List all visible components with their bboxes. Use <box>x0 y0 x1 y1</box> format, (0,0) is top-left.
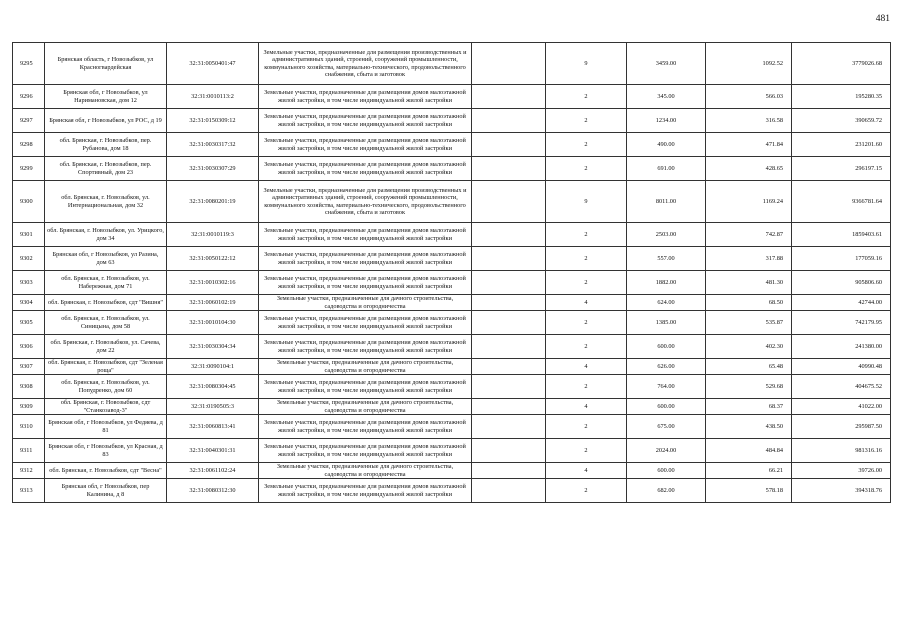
blank-cell <box>472 85 546 109</box>
address-cell: Брянская обл, г Новозыбков, ул Наримановская, дом 12 <box>45 85 167 109</box>
cadastral-value-cell: 296197.15 <box>792 157 891 181</box>
unit-value-cell: 481.30 <box>706 271 792 295</box>
row-number: 9309 <box>13 399 45 415</box>
cadastral-value-cell: 41022.00 <box>792 399 891 415</box>
table-row <box>13 43 891 85</box>
address-cell: обл. Брянская, г. Новозыбков, ул. Попудренко, дом 60 <box>45 375 167 399</box>
land-use-cell: Земельные участки, предназначенные для размещения домов малоэтажной жилой застройки, в том числе индивидуальной жилой застройки <box>259 479 472 503</box>
area-cell: 624.00 <box>627 295 706 311</box>
group-code-cell: 4 <box>546 359 627 375</box>
unit-value-cell: 402.30 <box>706 335 792 359</box>
unit-value-cell: 484.84 <box>706 439 792 463</box>
area-cell: 675.00 <box>627 415 706 439</box>
area-cell: 600.00 <box>627 399 706 415</box>
group-code-cell: 2 <box>546 415 627 439</box>
cadastral-value-cell: 1859403.61 <box>792 223 891 247</box>
cadastral-number-cell: 32:31:0190505:3 <box>167 399 259 415</box>
area-cell: 1234.00 <box>627 109 706 133</box>
table-row <box>13 109 891 133</box>
table-row <box>13 415 891 439</box>
blank-cell <box>472 223 546 247</box>
blank-cell <box>472 157 546 181</box>
unit-value-cell: 68.37 <box>706 399 792 415</box>
row-number: 9306 <box>13 335 45 359</box>
group-code-cell: 9 <box>546 181 627 223</box>
cadastral-value-cell: 39726.00 <box>792 463 891 479</box>
group-code-cell: 2 <box>546 85 627 109</box>
address-cell: обл. Брянская, г. Новозыбков, ул. Интернациональная, дом 32 <box>45 181 167 223</box>
land-use-cell: Земельные участки, предназначенные для размещения домов малоэтажной жилой застройки, в том числе индивидуальной жилой застройки <box>259 439 472 463</box>
table-row <box>13 295 891 311</box>
row-number: 9304 <box>13 295 45 311</box>
row-number: 9313 <box>13 479 45 503</box>
blank-cell <box>472 439 546 463</box>
area-cell: 682.00 <box>627 479 706 503</box>
cadastral-number-cell: 32:31:0080304:45 <box>167 375 259 399</box>
cadastral-number-cell: 32:31:0090104:1 <box>167 359 259 375</box>
table-row <box>13 399 891 415</box>
row-number: 9300 <box>13 181 45 223</box>
address-cell: обл. Брянская, г. Новозыбков, пер. Рубанова, дом 18 <box>45 133 167 157</box>
cadastral-value-cell: 905806.60 <box>792 271 891 295</box>
area-cell: 2024.00 <box>627 439 706 463</box>
table-row <box>13 133 891 157</box>
area-cell: 764.00 <box>627 375 706 399</box>
cadastral-value-table <box>12 42 891 503</box>
group-code-cell: 2 <box>546 109 627 133</box>
area-cell: 691.00 <box>627 157 706 181</box>
group-code-cell: 2 <box>546 479 627 503</box>
group-code-cell: 2 <box>546 439 627 463</box>
group-code-cell: 4 <box>546 295 627 311</box>
land-use-cell: Земельные участки, предназначенные для размещения домов малоэтажной жилой застройки, в том числе индивидуальной жилой застройки <box>259 133 472 157</box>
unit-value-cell: 317.88 <box>706 247 792 271</box>
group-code-cell: 2 <box>546 335 627 359</box>
address-cell: обл. Брянская, г. Новозыбков, сдт "Станкозавод-3" <box>45 399 167 415</box>
table-row <box>13 335 891 359</box>
land-use-cell: Земельные участки, предназначенные для дачного строительства, садоводства и огородничества <box>259 359 472 375</box>
area-cell: 1882.00 <box>627 271 706 295</box>
land-use-cell: Земельные участки, предназначенные для размещения домов малоэтажной жилой застройки, в том числе индивидуальной жилой застройки <box>259 415 472 439</box>
row-number: 9298 <box>13 133 45 157</box>
area-cell: 600.00 <box>627 335 706 359</box>
land-use-cell: Земельные участки, предназначенные для дачного строительства, садоводства и огородничества <box>259 463 472 479</box>
blank-cell <box>472 399 546 415</box>
row-number: 9296 <box>13 85 45 109</box>
row-number: 9312 <box>13 463 45 479</box>
row-number: 9302 <box>13 247 45 271</box>
row-number: 9297 <box>13 109 45 133</box>
area-cell: 490.00 <box>627 133 706 157</box>
address-cell: обл. Брянская, г. Новозыбков, ул. Урицкого, дом 34 <box>45 223 167 247</box>
cadastral-number-cell: 32:31:0030317:32 <box>167 133 259 157</box>
land-use-cell: Земельные участки, предназначенные для размещения домов малоэтажной жилой застройки, в том числе индивидуальной жилой застройки <box>259 223 472 247</box>
blank-cell <box>472 133 546 157</box>
unit-value-cell: 566.03 <box>706 85 792 109</box>
group-code-cell: 4 <box>546 399 627 415</box>
blank-cell <box>472 43 546 85</box>
cadastral-number-cell: 32:31:0060813:41 <box>167 415 259 439</box>
row-number: 9301 <box>13 223 45 247</box>
unit-value-cell: 1169.24 <box>706 181 792 223</box>
address-cell: Брянская обл, г Новозыбков, ул Разина, дом 63 <box>45 247 167 271</box>
row-number: 9308 <box>13 375 45 399</box>
land-use-cell: Земельные участки, предназначенные для размещения домов малоэтажной жилой застройки, в том числе индивидуальной жилой застройки <box>259 311 472 335</box>
group-code-cell: 2 <box>546 271 627 295</box>
address-cell: обл. Брянская, г. Новозыбков, сдт "Зеленая роща" <box>45 359 167 375</box>
cadastral-value-cell: 231201.60 <box>792 133 891 157</box>
blank-cell <box>472 311 546 335</box>
table-row <box>13 271 891 295</box>
blank-cell <box>472 109 546 133</box>
blank-cell <box>472 247 546 271</box>
area-cell: 345.00 <box>627 85 706 109</box>
cadastral-value-cell: 742179.95 <box>792 311 891 335</box>
land-use-cell: Земельные участки, предназначенные для размещения домов малоэтажной жилой застройки, в том числе индивидуальной жилой застройки <box>259 375 472 399</box>
address-cell: обл. Брянская, г. Новозыбков, ул. Набережная, дом 71 <box>45 271 167 295</box>
cadastral-value-cell: 40990.48 <box>792 359 891 375</box>
unit-value-cell: 742.87 <box>706 223 792 247</box>
land-use-cell: Земельные участки, предназначенные для дачного строительства, садоводства и огородничества <box>259 399 472 415</box>
blank-cell <box>472 335 546 359</box>
area-cell: 626.00 <box>627 359 706 375</box>
cadastral-number-cell: 32:31:0030307:29 <box>167 157 259 181</box>
cadastral-number-cell: 32:31:0050122:12 <box>167 247 259 271</box>
unit-value-cell: 316.58 <box>706 109 792 133</box>
area-cell: 557.00 <box>627 247 706 271</box>
area-cell: 8011.00 <box>627 181 706 223</box>
address-cell: обл. Брянская, г. Новозыбков, сдт "Весна" <box>45 463 167 479</box>
unit-value-cell: 68.50 <box>706 295 792 311</box>
area-cell: 1385.00 <box>627 311 706 335</box>
cadastral-value-cell: 177059.16 <box>792 247 891 271</box>
table-row <box>13 181 891 223</box>
row-number: 9299 <box>13 157 45 181</box>
row-number: 9303 <box>13 271 45 295</box>
address-cell: обл. Брянская, г. Новозыбков, сдт "Вишня" <box>45 295 167 311</box>
unit-value-cell: 578.18 <box>706 479 792 503</box>
cadastral-number-cell: 32:31:0010104:30 <box>167 311 259 335</box>
cadastral-value-cell: 981316.16 <box>792 439 891 463</box>
cadastral-number-cell: 32:31:0150309:12 <box>167 109 259 133</box>
address-cell: обл. Брянская, г. Новозыбков, пер. Спортивный, дом 23 <box>45 157 167 181</box>
area-cell: 3459.00 <box>627 43 706 85</box>
cadastral-value-cell: 404675.52 <box>792 375 891 399</box>
area-cell: 600.00 <box>627 463 706 479</box>
cadastral-number-cell: 32:31:0010302:16 <box>167 271 259 295</box>
group-code-cell: 9 <box>546 43 627 85</box>
row-number: 9307 <box>13 359 45 375</box>
unit-value-cell: 535.87 <box>706 311 792 335</box>
address-cell: Брянская область, г Новозыбков, ул Красногвардейская <box>45 43 167 85</box>
cadastral-number-cell: 32:31:0010119:3 <box>167 223 259 247</box>
blank-cell <box>472 463 546 479</box>
group-code-cell: 2 <box>546 375 627 399</box>
row-number: 9311 <box>13 439 45 463</box>
cadastral-value-cell: 195280.35 <box>792 85 891 109</box>
unit-value-cell: 66.21 <box>706 463 792 479</box>
address-cell: Брянская обл, г Новозыбков, ул РОС, д 19 <box>45 109 167 133</box>
land-use-cell: Земельные участки, предназначенные для дачного строительства, садоводства и огородничества <box>259 295 472 311</box>
cadastral-value-cell: 42744.00 <box>792 295 891 311</box>
blank-cell <box>472 295 546 311</box>
group-code-cell: 2 <box>546 133 627 157</box>
group-code-cell: 2 <box>546 223 627 247</box>
address-cell: обл. Брянская, г. Новозыбков, ул. Синицына, дом 58 <box>45 311 167 335</box>
cadastral-number-cell: 32:31:0030304:34 <box>167 335 259 359</box>
cadastral-number-cell: 32:31:0080312:30 <box>167 479 259 503</box>
unit-value-cell: 471.84 <box>706 133 792 157</box>
table-row <box>13 223 891 247</box>
land-use-cell: Земельные участки, предназначенные для размещения домов малоэтажной жилой застройки, в том числе индивидуальной жилой застройки <box>259 85 472 109</box>
cadastral-value-cell: 3779026.68 <box>792 43 891 85</box>
blank-cell <box>472 479 546 503</box>
cadastral-number-cell: 32:31:0050401:47 <box>167 43 259 85</box>
group-code-cell: 2 <box>546 311 627 335</box>
land-use-cell: Земельные участки, предназначенные для размещения производственных и административных зданий, строений, сооружений промышленности, коммунального хозяйства, материально-технического, продовольственного снабжения, сбыта и заготовок <box>259 181 472 223</box>
table-row <box>13 439 891 463</box>
blank-cell <box>472 271 546 295</box>
group-code-cell: 2 <box>546 157 627 181</box>
unit-value-cell: 438.50 <box>706 415 792 439</box>
address-cell: обл. Брянская, г. Новозыбков, ул. Сачева, дом 22 <box>45 335 167 359</box>
land-use-cell: Земельные участки, предназначенные для размещения домов малоэтажной жилой застройки, в том числе индивидуальной жилой застройки <box>259 335 472 359</box>
cadastral-number-cell: 32:31:0040301:31 <box>167 439 259 463</box>
table-row <box>13 463 891 479</box>
address-cell: Брянская обл, г Новозыбков, пер Калинина, д 8 <box>45 479 167 503</box>
table-row <box>13 311 891 335</box>
table-row <box>13 359 891 375</box>
cadastral-value-cell: 390659.72 <box>792 109 891 133</box>
cadastral-value-cell: 394318.76 <box>792 479 891 503</box>
unit-value-cell: 65.48 <box>706 359 792 375</box>
cadastral-value-cell: 9366781.64 <box>792 181 891 223</box>
unit-value-cell: 529.68 <box>706 375 792 399</box>
land-use-cell: Земельные участки, предназначенные для размещения производственных и административных зданий, строений, сооружений промышленности, коммунального хозяйства, материально-технического, продовольственного снабжения, сбыта и заготовок <box>259 43 472 85</box>
land-use-cell: Земельные участки, предназначенные для размещения домов малоэтажной жилой застройки, в том числе индивидуальной жилой застройки <box>259 247 472 271</box>
table-row <box>13 85 891 109</box>
land-use-cell: Земельные участки, предназначенные для размещения домов малоэтажной жилой застройки, в том числе индивидуальной жилой застройки <box>259 271 472 295</box>
row-number: 9295 <box>13 43 45 85</box>
table-row <box>13 479 891 503</box>
page-number: 481 <box>875 14 890 24</box>
row-number: 9310 <box>13 415 45 439</box>
cadastral-number-cell: 32:31:0080201:19 <box>167 181 259 223</box>
cadastral-number-cell: 32:31:0061102:24 <box>167 463 259 479</box>
address-cell: Брянская обл, г Новозыбков, ул Красная, д 83 <box>45 439 167 463</box>
row-number: 9305 <box>13 311 45 335</box>
blank-cell <box>472 359 546 375</box>
group-code-cell: 4 <box>546 463 627 479</box>
land-use-cell: Земельные участки, предназначенные для размещения домов малоэтажной жилой застройки, в том числе индивидуальной жилой застройки <box>259 109 472 133</box>
group-code-cell: 2 <box>546 247 627 271</box>
unit-value-cell: 1092.52 <box>706 43 792 85</box>
blank-cell <box>472 181 546 223</box>
address-cell: Брянская обл, г Новозыбков, ул Федяева, д 81 <box>45 415 167 439</box>
blank-cell <box>472 415 546 439</box>
land-use-cell: Земельные участки, предназначенные для размещения домов малоэтажной жилой застройки, в том числе индивидуальной жилой застройки <box>259 157 472 181</box>
unit-value-cell: 428.65 <box>706 157 792 181</box>
cadastral-number-cell: 32:31:0010113:2 <box>167 85 259 109</box>
area-cell: 2503.00 <box>627 223 706 247</box>
table-body <box>13 43 891 503</box>
cadastral-number-cell: 32:31:0060102:19 <box>167 295 259 311</box>
blank-cell <box>472 375 546 399</box>
table-row <box>13 375 891 399</box>
cadastral-value-cell: 241380.00 <box>792 335 891 359</box>
table-row <box>13 157 891 181</box>
cadastral-value-cell: 295987.50 <box>792 415 891 439</box>
table-row <box>13 247 891 271</box>
